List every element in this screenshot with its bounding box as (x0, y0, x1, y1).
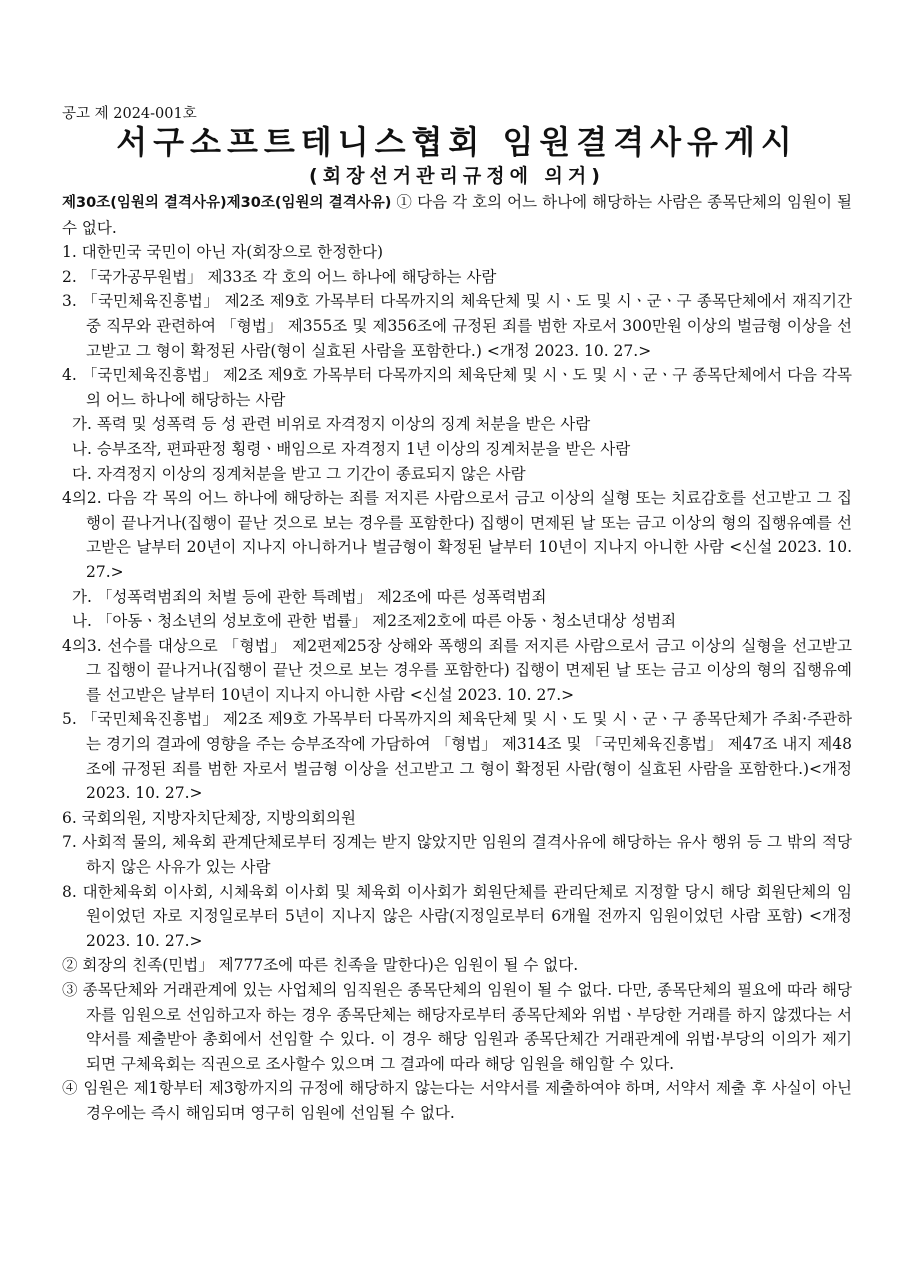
article-body (62, 190, 852, 1126)
list-item-1: 1. 대한민국 국민이 아닌 자(회장으로 한정한다) (62, 243, 384, 262)
page-subtitle: (회장선거관리규정에 의거) (309, 165, 605, 187)
notice-number: 공고 제 2024-001호 (62, 106, 197, 122)
clause-3: ③ 종목단체와 거래관계에 있는 사업체의 임직원은 종목단체의 임원이 될 수 없다. 다만, 종목단체의 필요에 따라 해당자를 임원으로 선임하고자 하는 경우 종목단체는 해당자로부터 종목단체와 위법ㆍ부당한 거래를 하지 않겠다는 서약서를 제출받아 총회에서 선임할 수 있다. 이 경우 해당 임원과 종목단체간 거래관계에 위법·부당의 이의가 제기되면 구체육회는 직권으로 조사할수 있으며 그 결과에 따라 해당 임원을 해임할 수 있다. (62, 981, 852, 1073)
list-item-4-da: 다. 자격정지 이상의 징계처분을 받고 그 기간이 종료되지 않은 사람 (72, 464, 526, 483)
article-heading: 제30조(임원의 결격사유)제30조(임원의 결격사유) (62, 195, 392, 211)
list-item-4-ga: 가. 폭력 및 성폭력 등 성 관련 비위로 자격정지 이상의 징계 처분을 받은 사람 (72, 415, 591, 434)
list-item-6: 6. 국회의원, 지방자치단체장, 지방의회의원 (62, 808, 356, 827)
list-item-4: 4. 「국민체육진흥법」 제2조 제9호 가목부터 다목까지의 체육단체 및 시ㆍ도 및 시ㆍ군ㆍ구 종목단체에서 다음 각목의 어느 하나에 해당하는 사람 (62, 366, 852, 409)
list-item-8: 8. 대한체육회 이사회, 시체육회 이사회 및 체육회 이사회가 회원단체를 관리단체로 지정할 당시 해당 회원단체의 임원이었던 자로 지정일로부터 5년이 지나지 않은 사람(지정일로부터 6개월 전까지 임원이었던 사람 포함) <개정 2023. 10. 27.> (62, 882, 852, 950)
list-item-2: 2. 「국가공무원법」 제33조 각 호의 어느 하나에 해당하는 사람 (62, 267, 497, 286)
list-item-4-2-ga: 가. 「성폭력범죄의 처벌 등에 관한 특례법」 제2조에 따른 성폭력범죄 (72, 587, 547, 606)
clause-2: ② 회장의 친족(민법」 제777조에 따른 친족을 말한다)은 임원이 될 수 없다. (62, 956, 579, 975)
clause-4: ④ 임원은 제1항부터 제3항까지의 규정에 해당하지 않는다는 서약서를 제출하여야 하며, 서약서 제출 후 사실이 아닌 경우에는 즉시 해임되며 영구히 임원에 선임될 수 없다. (62, 1079, 852, 1122)
list-item-5: 5. 「국민체육진흥법」 제2조 제9호 가목부터 다목까지의 체육단체 및 시ㆍ도 및 시ㆍ군ㆍ구 종목단체가 주최·주관하는 경기의 결과에 영향을 주는 승부조작에 가담하여 「형법」 제314조 및 「국민체육진흥법」 제47조 내지 제48조에 규정된 죄를 범한 자로서 벌금형 이상을 선고받고 그 형이 확정된 사람(형이 실효된 사람을 포함한다.)<개정 2023. 10. 27.> (62, 710, 852, 803)
document-page (62, 104, 852, 1126)
article-clause-1: ① 다음 각 호의 어느 하나에 해당하는 사람은 종목단체의 임원이 될 수 없다. (62, 193, 852, 237)
list-item-4-2: 4의2. 다음 각 목의 어느 하나에 해당하는 죄를 저지른 사람으로서 금고 이상의 실형 또는 치료감호를 선고받고 그 집행이 끝나거나(집행이 끝난 것으로 보는 경우를 포함한다) 집행이 면제된 날 또는 금고 이상의 형의 집행유예를 선고받은 날부터 20년이 지나지 아니하거나 벌금형이 확정된 날부터 10년이 지나지 아니한 사람 <신설 2023. 10. 27.> (62, 489, 852, 581)
list-item-4-na: 나. 승부조작, 편파판정 횡령ㆍ배임으로 자격정지 1년 이상의 징계처분을 받은 사람 (72, 439, 631, 458)
list-item-4-3: 4의3. 선수를 대상으로 「형법」 제2편제25장 상해와 폭행의 죄를 저지른 사람으로서 금고 이상의 실형을 선고받고 그 집행이 끝나거나(집행이 끝난 것으로 보는 경우를 포함한다) 집행이 면제된 날 또는 금고 이상의 형의 집행유예를 선고받은 날부터 10년이 지나지 아니한 사람 <신설 2023. 10. 27.> (62, 636, 852, 704)
list-item-3: 3. 「국민체육진흥법」 제2조 제9호 가목부터 다목까지의 체육단체 및 시ㆍ도 및 시ㆍ군ㆍ구 종목단체에서 재직기간 중 직무와 관련하여 「형법」 제355조 및 제356조에 규정된 죄를 범한 자로서 300만원 이상의 벌금형 이상을 선고받고 그 형이 확정된 사람(형이 실효된 사람을 포함한다.) <개정 2023. 10. 27.> (62, 292, 852, 360)
page-title: 서구소프트테니스협회 임원결격사유게시 (116, 123, 798, 161)
article-intro (62, 190, 852, 240)
list-item-4-2-na: 나. 「아동ㆍ청소년의 성보호에 관한 법률」 제2조제2호에 따른 아동ㆍ청소년대상 성범죄 (72, 612, 677, 631)
list-item-7: 7. 사회적 물의, 체육회 관계단체로부터 징계는 받지 않았지만 임원의 결격사유에 해당하는 유사 행위 등 그 밖의 적당하지 않은 사유가 있는 사람 (62, 833, 852, 877)
